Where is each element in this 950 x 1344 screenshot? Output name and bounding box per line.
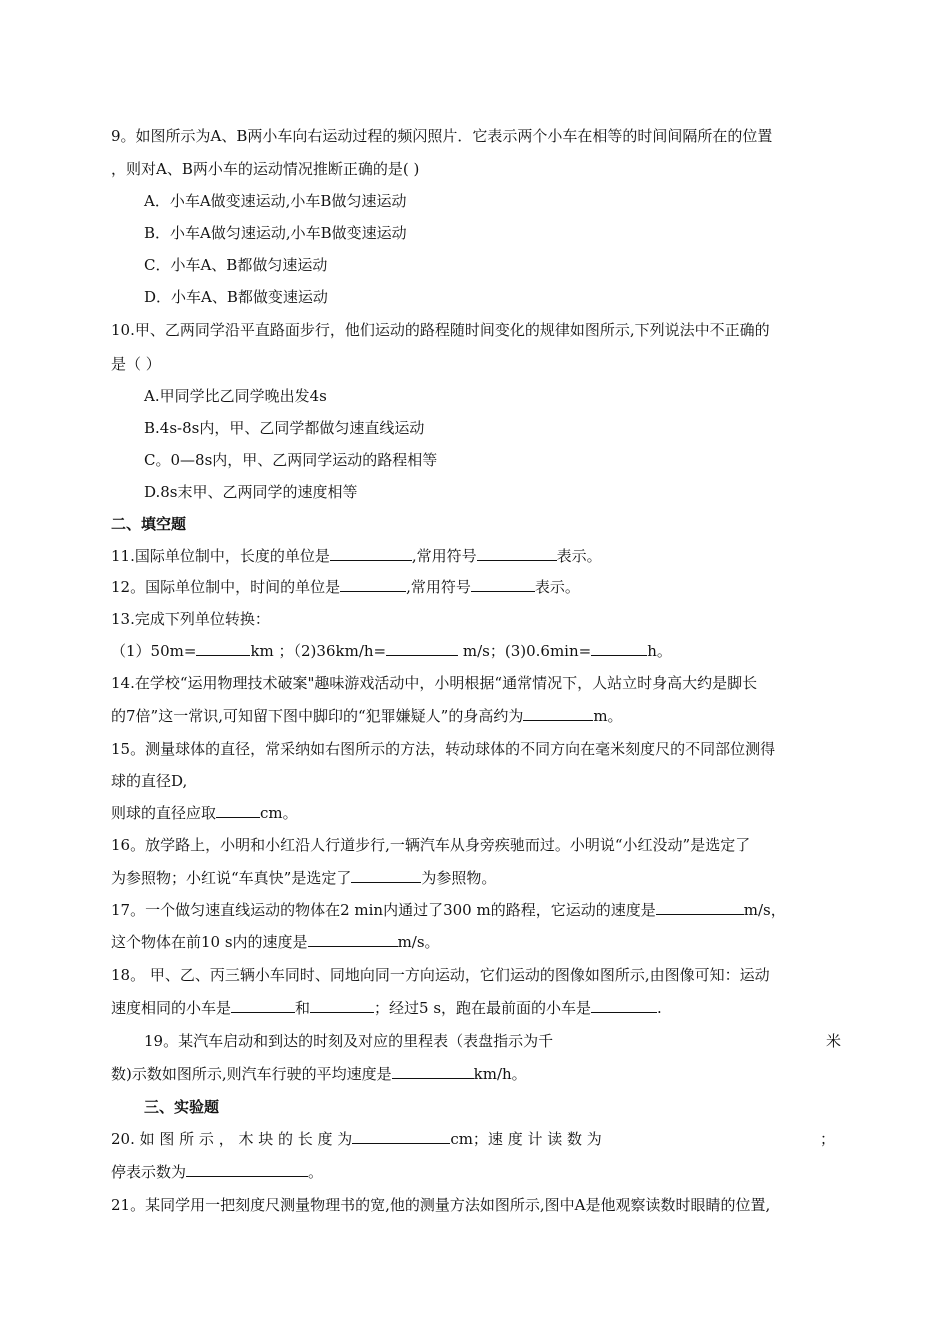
q13-text-b: km ；（2)36km/h=	[250, 642, 387, 660]
q15-stem-line3	[111, 803, 298, 823]
q20-stem-line1	[111, 1129, 602, 1149]
q15-stem-line1: 15。测量球体的直径，常采纳如右图所示的方法，转动球体的不同方向在毫米刻度尺的不同部位测得	[111, 740, 776, 758]
q20-stem-line1-end: ；	[820, 1130, 836, 1148]
q12-text-c: 表示。	[534, 578, 580, 596]
section-fill-in-title: 二、填空题	[111, 515, 187, 533]
q17-text-d: m/s。	[397, 933, 440, 951]
q9-option-d: D．小车A、B都做变速运动	[144, 288, 328, 306]
section-experiment-title: 三、实验题	[144, 1098, 220, 1116]
q13-blank-2[interactable]	[386, 641, 458, 656]
q18-blank-1[interactable]	[231, 998, 295, 1013]
q11-text-b: ,常用符号	[411, 547, 477, 565]
q9-option-b: B．小车A做匀速运动,小车B做变速运动	[144, 224, 407, 242]
q18-text-d: .	[657, 999, 662, 1017]
q11	[111, 546, 602, 566]
q12-blank-2[interactable]	[471, 577, 535, 592]
q9-option-c: C．小车A、B都做匀速运动	[144, 256, 328, 274]
q20-blank-3[interactable]	[186, 1162, 308, 1177]
q20-blank-1[interactable]	[352, 1129, 450, 1144]
q16-stem-line1: 16。放学路上，小明和小红沿人行道步行,一辆汽车从身旁疾驰而过。小明说“小红没动”是选定了	[111, 836, 751, 854]
q11-text-c: 表示。	[556, 547, 602, 565]
q16-text-a: 为参照物；小红说“车真快”是选定了	[111, 869, 352, 887]
q17-text-a: 17。一个做匀速直线运动的物体在2 min内通过了300 m的路程，它运动的速度是	[111, 901, 656, 919]
q16-stem-line2	[111, 868, 496, 888]
q17-blank-1[interactable]	[656, 900, 744, 915]
q18-text-c: ；经过5 s，跑在最前面的小车是	[374, 999, 592, 1017]
q17-stem-line1	[111, 900, 786, 920]
q20-text-d: 停表示数为	[111, 1163, 187, 1181]
q13-blank-3[interactable]	[591, 641, 647, 656]
q12	[111, 577, 580, 597]
q12-text-b: ,常用符号	[406, 578, 471, 596]
q9-stem-line2: ，则对A、B两小车的运动情况推断正确的是( )	[111, 160, 420, 178]
q13-text-c: m/s；(3)0.6min=	[458, 642, 592, 660]
q17-stem-line2	[111, 932, 440, 952]
q11-text-a: 11.国际单位制中，长度的单位是	[111, 547, 330, 565]
q19-text-d: km/h。	[473, 1065, 527, 1083]
q18-stem-line1: 18。 甲、乙、丙三辆小车同时、同地向同一方向运动，它们运动的图像如图所示,由图像可知：运动	[111, 966, 770, 984]
q10-option-d: D.8s末甲、乙两同学的速度相等	[144, 483, 358, 501]
q20-text-e: 。	[308, 1163, 324, 1181]
q14-stem-line2	[111, 706, 623, 726]
q13-text-a: （1）50m=	[111, 642, 197, 660]
q12-blank-1[interactable]	[340, 577, 406, 592]
q19-blank[interactable]	[392, 1064, 474, 1079]
q14-text-b: m。	[593, 707, 623, 725]
q18-blank-2[interactable]	[310, 998, 374, 1013]
q20-text-b: cm；速 度 计 读 数 为	[450, 1130, 602, 1148]
q18-blank-3[interactable]	[591, 998, 657, 1013]
q14-blank[interactable]	[523, 706, 593, 721]
q16-blank[interactable]	[351, 868, 421, 883]
q17-text-c: 这个物体在前10 s内的速度是	[111, 933, 308, 951]
q19-stem-line1: 19。某汽车启动和到达的时刻及对应的里程表（表盘指示为千	[144, 1032, 554, 1050]
q14-stem-line1: 14.在学校“运用物理技术破案"趣味游戏活动中，小明根据“通常情况下，人站立时身高大约是脚长	[111, 674, 758, 692]
q18-stem-line2	[111, 998, 662, 1018]
q17-blank-2[interactable]	[308, 932, 398, 947]
q11-blank-2[interactable]	[477, 546, 557, 561]
q13-text-d: h。	[647, 642, 672, 660]
q11-blank-1[interactable]	[330, 546, 412, 561]
q14-text-a: 的7倍”这一常识,可知留下图中脚印的“犯罪嫌疑人”的身高约为	[111, 707, 524, 725]
q16-text-b: 为参照物。	[421, 869, 497, 887]
q10-stem-line1: 10.甲、乙两同学沿平直路面步行，他们运动的路程随时间变化的规律如图所示,下列说法中不正确的	[111, 321, 770, 339]
q21-stem-line1: 21。某同学用一把刻度尺测量物理书的宽,他的测量方法如图所示,图中A是他观察读数时眼睛的位置,	[111, 1196, 771, 1214]
q10-option-c: C。0—8s内，甲、乙两同学运动的路程相等	[144, 451, 438, 469]
q17-text-b: m/s，	[743, 901, 786, 919]
q12-text-a: 12。国际单位制中，时间的单位是	[111, 578, 341, 596]
q15-stem-line2: 球的直径D,	[111, 772, 188, 790]
q19-stem-line1-end: 米	[826, 1032, 842, 1050]
q13-title: 13.完成下列单位转换：	[111, 610, 270, 628]
q10-stem-line2: 是（ ）	[111, 355, 161, 373]
q19-text-c: 数)示数如图所示,则汽车行驶的平均速度是	[111, 1065, 392, 1083]
q18-text-a: 速度相同的小车是	[111, 999, 232, 1017]
q18-text-b: 和	[295, 999, 311, 1017]
q9-stem-line1: 9。如图所示为A、B两小车向右运动过程的频闪照片．它表示两个小车在相等的时间间隔所在的位置	[111, 127, 773, 145]
q15-blank[interactable]	[216, 803, 260, 818]
q15-text-a: 则球的直径应取	[111, 804, 217, 822]
q19-stem-line2	[111, 1064, 527, 1084]
q20-stem-line2	[111, 1162, 323, 1182]
q10-option-b: B.4s-8s内，甲、乙同学都做匀速直线运动	[144, 419, 425, 437]
q20-text-a: 20. 如 图 所 示 ， 木 块 的 长 度 为	[111, 1130, 353, 1148]
q9-option-a: A．小车A做变速运动,小车B做匀速运动	[144, 192, 407, 210]
q15-text-b: cm。	[260, 804, 298, 822]
q10-option-a: A.甲同学比乙同学晚出发4s	[144, 387, 327, 405]
q13-conversions	[111, 641, 672, 661]
q13-blank-1[interactable]	[196, 641, 250, 656]
